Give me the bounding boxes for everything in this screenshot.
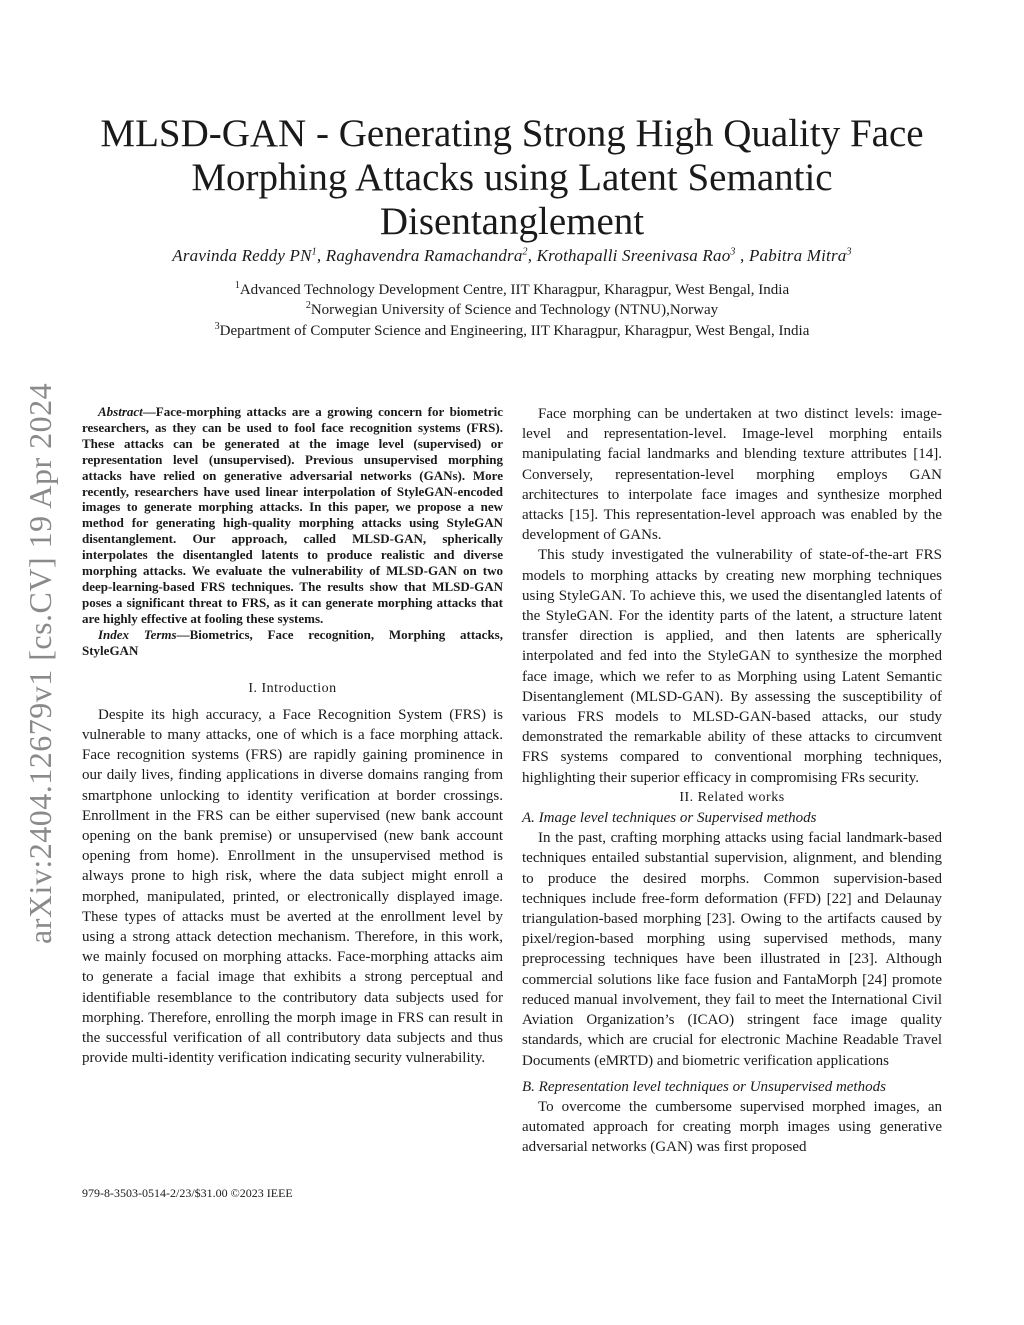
copyright-code: 979-8-3503-0514-2/23/$31.00 ©2023 IEEE xyxy=(82,1186,293,1200)
right-column xyxy=(522,404,942,1158)
section-heading-related-works: II. Related works xyxy=(679,789,785,805)
author-name: Aravinda Reddy PN xyxy=(172,246,312,265)
left-column xyxy=(82,404,503,1068)
author-name: Raghavendra Ramachandra xyxy=(325,246,523,265)
affiliation-text: Advanced Technology Development Centre, IIT Kharagpur, Kharagpur, West Bengal, India xyxy=(239,282,790,298)
author-list: Aravinda Reddy $PN^1$, Raghavendra Ramachandra$^2$, Krothapalli Sreenivasa Rao$^3$ , Pabitra Mitra$^3$ xyxy=(172,246,852,265)
section-heading-introduction: I. Introduction xyxy=(248,680,337,696)
author-affil-mark: 2 xyxy=(522,246,528,258)
affiliation-mark: 2 xyxy=(305,300,311,311)
abstract-lead: Abstract xyxy=(98,404,143,419)
author-name: Pabitra Mitra xyxy=(748,246,847,265)
paper-title: MLSD-GAN - Generating Strong High Quality Face Morphing Attacks using Latent Semantic Disentanglement xyxy=(100,112,924,244)
author-affil-mark: 3 xyxy=(730,246,736,258)
index-terms-text: —Biometrics, Face recognition, Morphing attacks, StyleGAN xyxy=(82,626,503,658)
subsection-heading-b: B. Representation level techniques or Unsupervised methods xyxy=(522,1078,886,1095)
index-terms xyxy=(82,627,503,659)
affiliation-text: Norwegian University of Science and Technology (NTNU),Norway xyxy=(310,302,719,318)
affiliation xyxy=(60,300,964,319)
index-terms-lead: Index Terms xyxy=(98,626,177,642)
affiliation xyxy=(60,280,964,299)
author-affil-mark: 1 xyxy=(311,246,317,258)
affiliation-mark: 1 xyxy=(234,280,240,291)
author-affil-mark: 3 xyxy=(846,246,852,258)
abstract xyxy=(82,404,503,627)
affiliation xyxy=(60,321,964,340)
affiliation-mark: 3 xyxy=(214,321,220,332)
paragraph: This study investigated the vulnerability of state-of-the-art FRS models to morphing attacks by creating new morphing techniques using StyleGAN. To achieve this, we used the disentangled latents of the StyleGAN. For the identity parts of the latent, a structure latent transfer direction is applied, and then latents are spherically interpolated and fed into the StyleGAN to synthesize the morphed face image, which we refer to as Morphing using Latent Semantic Disentanglement (MLSD-GAN). By assessing the susceptibility of various FRS models to MLSD-GAN-based attacks, our study demonstrated the remarkable ability of these attacks to circumvent FRS systems compared to conventional morphing techniques, highlighting their superior efficacy in compromising FRs security. xyxy=(522,547,942,786)
arxiv-identifier: arXiv:2404.12679v1 [cs.CV] 19 Apr 2024 xyxy=(22,382,58,944)
paragraph: To overcome the cumbersome supervised morphed images, an automated approach for creating morph images using generative adversarial networks (GAN) was first proposed xyxy=(522,1098,942,1156)
subsection-heading-a: A. Image level techniques or Supervised methods xyxy=(522,810,817,827)
introduction-paragraph: Despite its high accuracy, a Face Recognition System (FRS) is vulnerable to many attacks, one of which is a face morphing attack. Face recognition systems (FRS) are rapidly gaining prominence in our daily lives, finding applications in diverse domains ranging from smartphone unlocking to identity verification at border crossings. Enrollment in the FRS can be either supervised (new bank account opening on the bank premise) or unsupervised (new bank account opening from home). Enrollment in the unsupervised method is always prone to high risk, where the data subject might enroll a morphed, manipulated, printed, or electronically displayed image. These types of attacks must be averted at the enrollment level by using a strong attack detection mechanism. Therefore, in this work, we mainly focused on morphing attacks. Face-morphing attacks aim to generate a facial image that exhibits a strong perceptual and identifiable resemblance to the contributory data subjects used for morphing. Therefore, enrolling the morph image in FRS can result in the successful verification of all contributory data subjects and thus provide multi-identity verification indicating security vulnerability. xyxy=(82,706,503,1067)
paragraph: In the past, crafting morphing attacks using facial landmark-based techniques entailed substantial supervision, alignment, and blending to produce the desired morphs. Common supervision-based techniques include free-form deformation (FFD) [22] and Delaunay triangulation-based morphing [23]. Owing to the artifacts caused by pixel/region-based morphing using supervised methods, many preprocessing techniques have been illustrated in [23]. Although commercial solutions like face fusion and FantaMorph [24] promote reduced manual involvement, they fail to meet the International Civil Aviation Organization’s (ICAO) stringent face image quality standards, which are crucial for electronic Machine Readable Travel Documents (eMRTD) and biometric verification applications xyxy=(522,830,942,1069)
author-name: Krothapalli Sreenivasa Rao xyxy=(536,246,731,265)
abstract-text: —Face-morphing attacks are a growing concern for biometric researchers, as they can be used to fool face recognition systems (FRS). These attacks can be generated at the image level (supervised) or representation level (unsupervised). Previous unsupervised morphing attacks have relied on generative adversarial networks (GANs). More recently, researchers have used linear interpolation of StyleGAN-encoded images to generate morphing attacks. In this paper, we propose a new method for generating high-quality morphing attacks using StyleGAN disentanglement. Our approach, called MLSD-GAN, spherically interpolates the disentangled latents to produce realistic and diverse morphing attacks. We evaluate the vulnerability of MLSD-GAN on two deep-learning-based FRS techniques. The results show that MLSD-GAN poses a significant threat to FRS, as it can generate morphing attacks that are highly effective at fooling these systems. xyxy=(82,404,503,626)
paragraph: Face morphing can be undertaken at two distinct levels: image-level and representation-level. Image-level morphing entails manipulating facial landmarks and blending texture attributes [14]. Conversely, representation-level morphing employs GAN architectures to interpolate face images and synthesize morphed attacks [15]. This representation-level approach was enabled by the development of GANs. xyxy=(522,406,942,544)
affiliation-text: Department of Computer Science and Engineering, IIT Kharagpur, Kharagpur, West Bengal, India xyxy=(219,323,810,339)
